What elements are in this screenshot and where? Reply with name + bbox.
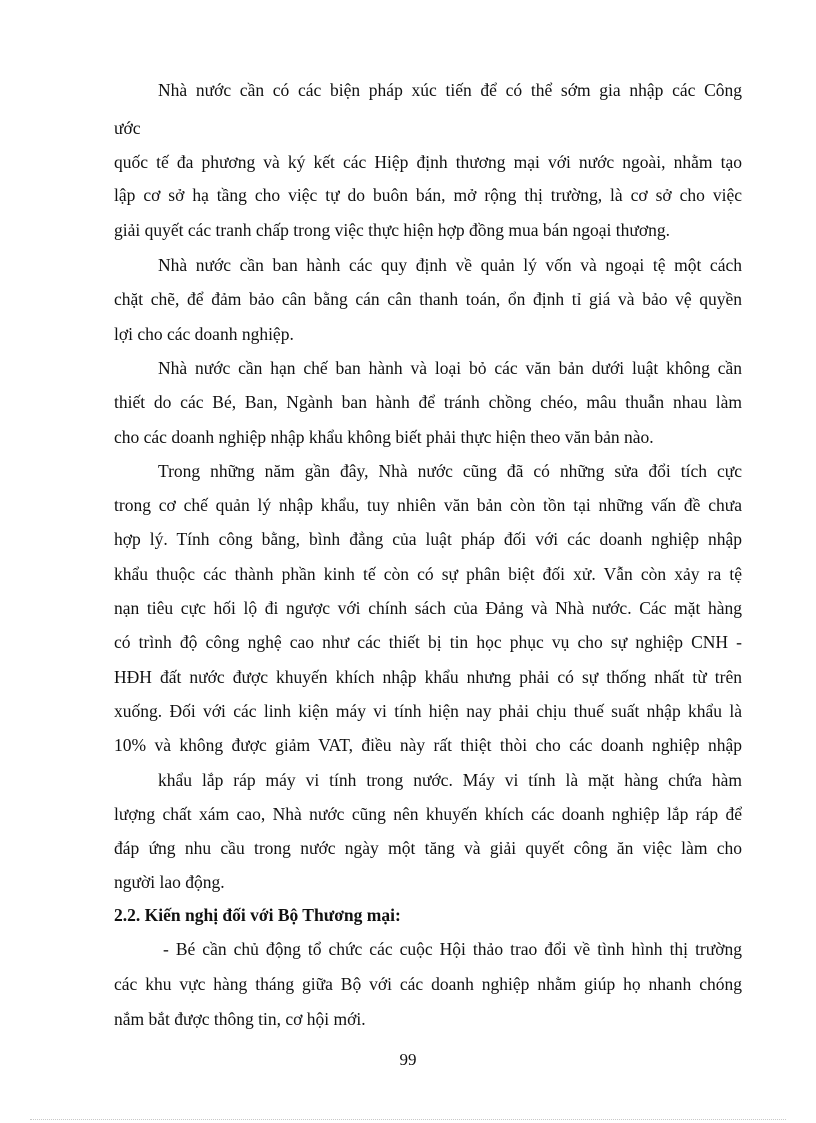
body-text-line: lượng chất xám cao, Nhà nước cũng nên khuyến khích các doanh nghiệp lắp ráp để — [114, 804, 742, 824]
body-text-line: lập cơ sở hạ tầng cho việc tự do buôn bán, mở rộng thị trường, là cơ sở cho việc — [114, 185, 742, 205]
footer-divider — [30, 1119, 786, 1120]
body-text-line: giải quyết các tranh chấp trong việc thực hiện hợp đồng mua bán ngoại thương. — [114, 220, 671, 240]
page-number: 99 — [399, 1050, 417, 1069]
body-text-line: có trình độ công nghệ cao như các thiết bị tin học phục vụ cho sự nghiệp CNH - — [114, 632, 742, 652]
body-text-line: Nhà nước cần ban hành các quy định về quản lý vốn và ngoại tệ một cách — [158, 255, 742, 275]
body-text-line: khẩu thuộc các thành phần kinh tế còn có sự phân biệt đối xử. Vẫn còn xảy ra tệ — [114, 564, 742, 584]
body-text-line: cho các doanh nghiệp nhập khẩu không biết phải thực hiện theo văn bản nào. — [114, 427, 654, 447]
body-text-line: trong cơ chế quản lý nhập khẩu, tuy nhiên văn bản còn tồn tại những vấn đề chưa — [114, 495, 742, 515]
body-text-line: chặt chẽ, để đảm bảo cân bằng cán cân thanh toán, ổn định tỉ giá và bảo vệ quyền — [114, 289, 742, 309]
body-text-line: - Bé cần chủ động tổ chức các cuộc Hội thảo trao đổi về tình hình thị trường — [163, 939, 742, 959]
body-text-line: xuống. Đối với các linh kiện máy vi tính hiện nay phải chịu thuế suất nhập khẩu là — [114, 701, 742, 721]
body-text-line: quốc tế đa phương và ký kết các Hiệp định thương mại với nước ngoài, nhằm tạo — [114, 152, 742, 172]
body-text-line: ước — [114, 118, 141, 138]
body-text-line: khẩu lắp ráp máy vi tính trong nước. Máy vi tính là mặt hàng chứa hàm — [158, 770, 742, 790]
body-text-line: nắm bắt được thông tin, cơ hội mới. — [114, 1009, 366, 1029]
body-text-line: nạn tiêu cực hối lộ đi ngược với chính sách của Đảng và Nhà nước. Các mặt hàng — [114, 598, 742, 618]
body-text-line: 10% và không được giảm VAT, điều này rất thiệt thòi cho các doanh nghiệp nhập — [114, 735, 742, 755]
body-text-line: các khu vực hàng tháng giữa Bộ với các doanh nghiệp nhằm giúp họ nhanh chóng — [114, 974, 742, 994]
body-text-line: Nhà nước cần có các biện pháp xúc tiến để có thể sớm gia nhập các Công — [158, 80, 742, 100]
body-text-line: lợi cho các doanh nghiệp. — [114, 324, 294, 344]
body-text-line: thiết do các Bé, Ban, Ngành ban hành để tránh chồng chéo, mâu thuẫn nhau làm — [114, 392, 742, 412]
section-heading: 2.2. Kiến nghị đối với Bộ Thương mại: — [114, 905, 401, 925]
body-text-line: đáp ứng nhu cầu trong nước ngày một tăng và giải quyết công ăn việc làm cho — [114, 838, 742, 858]
body-text-line: hợp lý. Tính công bằng, bình đẳng của luật pháp đối với các doanh nghiệp nhập — [114, 529, 742, 549]
body-text-line: Trong những năm gần đây, Nhà nước cũng đã có những sửa đổi tích cực — [158, 461, 742, 481]
body-text-line: người lao động. — [114, 872, 225, 892]
body-text-line: Nhà nước cần hạn chế ban hành và loại bỏ các văn bản dưới luật không cần — [158, 358, 742, 378]
body-text-line: HĐH đất nước được khuyến khích nhập khẩu nhưng phải có sự thống nhất từ trên — [114, 667, 742, 687]
